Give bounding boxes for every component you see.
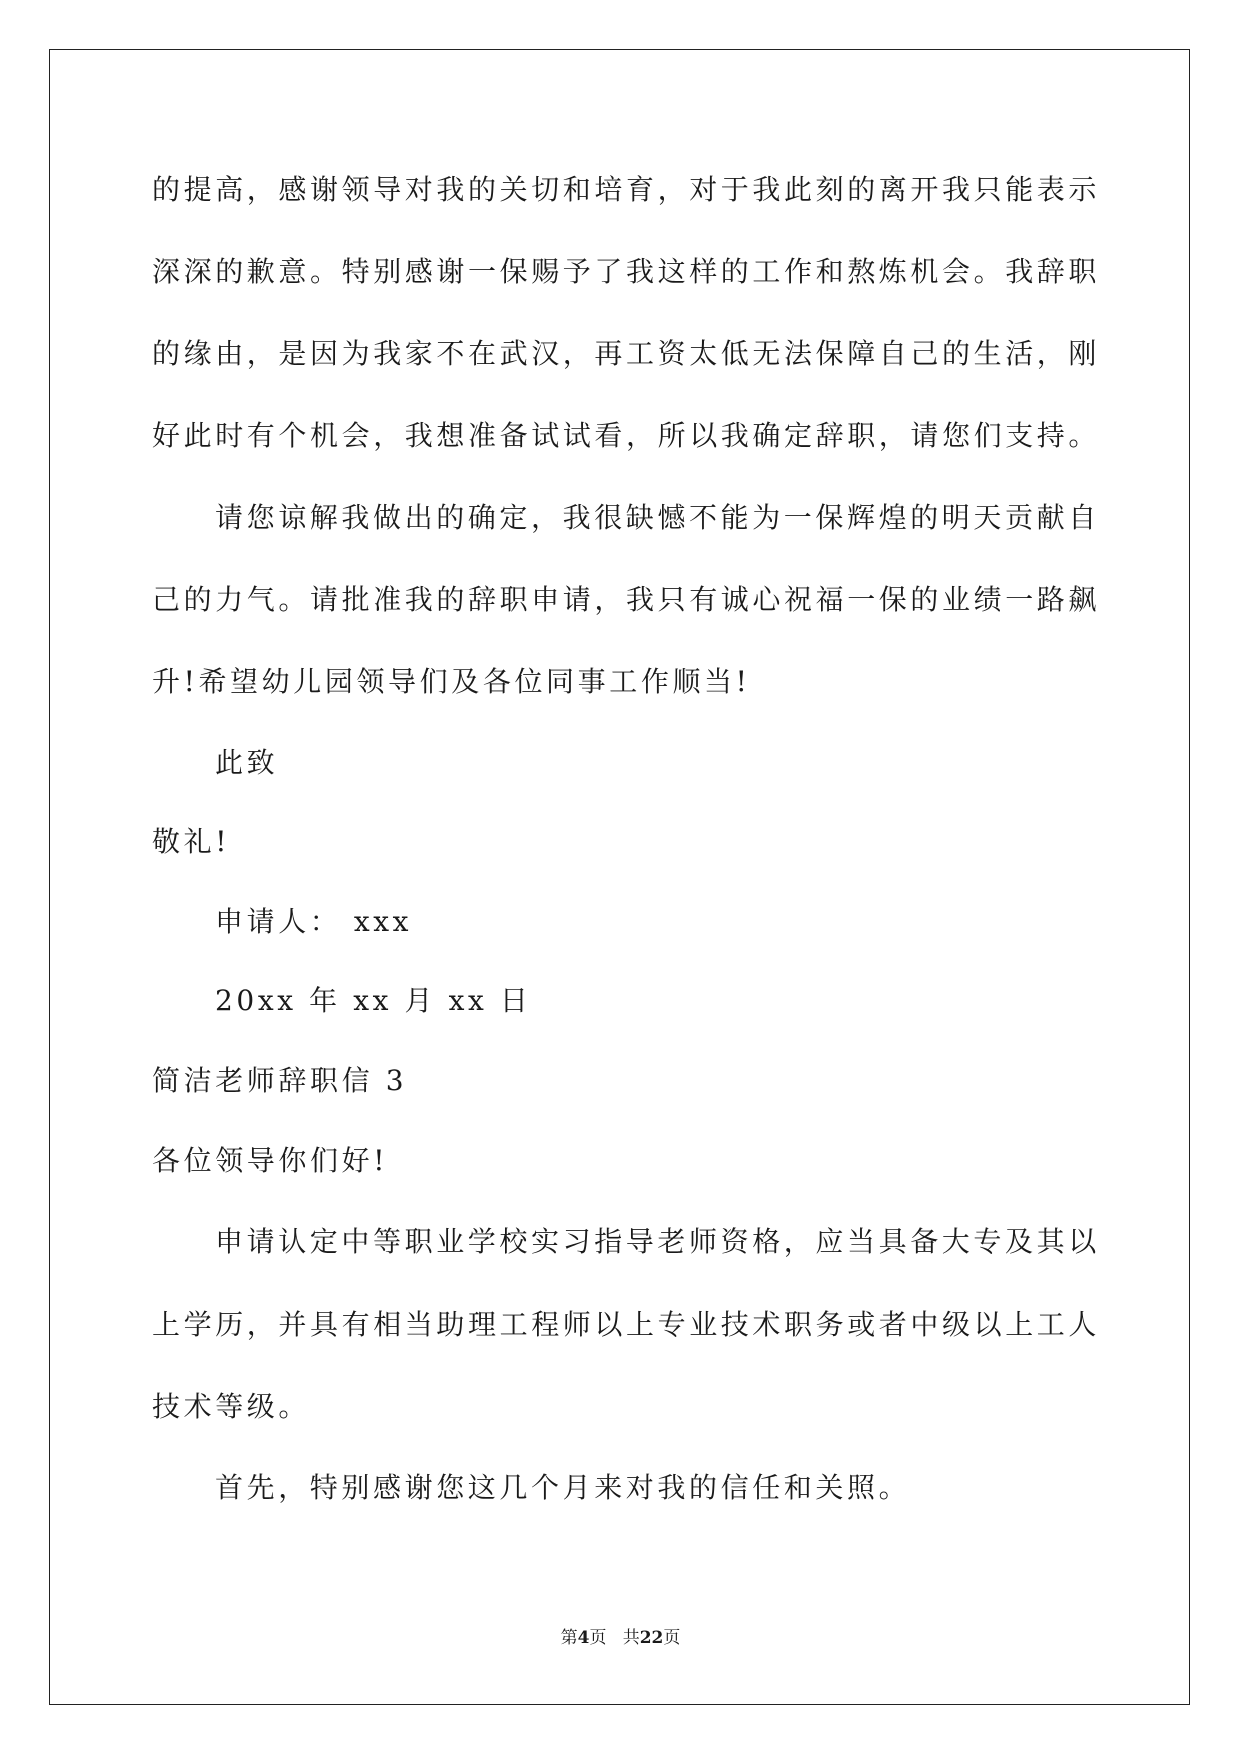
footer-prefix: 第 bbox=[560, 1628, 578, 1648]
footer-total-word: 页 bbox=[663, 1628, 681, 1648]
footer-total-prefix: 共 bbox=[622, 1628, 640, 1648]
closing-regards: 敬礼! bbox=[152, 825, 231, 858]
body-line: 上学历，并具有相当助理工程师以上专业技术职务或者中级以上工人 bbox=[152, 1308, 1101, 1341]
total-pages-number: 22 bbox=[639, 1628, 664, 1648]
body-line: 升!希望幼儿园领导们及各位同事工作顺当! bbox=[152, 665, 751, 698]
closing-salutation: 此致 bbox=[215, 746, 279, 779]
current-page-number: 4 bbox=[577, 1628, 590, 1648]
body-line: 好此时有个机会，我想准备试试看，所以我确定辞职，请您们支持。 bbox=[152, 419, 1101, 452]
body-line: 己的力气。请批准我的辞职申请，我只有诚心祝福一保的业绩一路飙 bbox=[152, 583, 1101, 616]
body-line: 深深的歉意。特别感谢一保赐予了我这样的工作和熬炼机会。我辞职 bbox=[152, 255, 1101, 288]
body-line: 首先，特别感谢您这几个月来对我的信任和关照。 bbox=[215, 1471, 911, 1504]
body-line: 请您谅解我做出的确定，我很缺憾不能为一保辉煌的明天贡献自 bbox=[215, 501, 1100, 534]
applicant-line: 申请人： xxx bbox=[215, 905, 413, 938]
page-border bbox=[49, 49, 1190, 1705]
date-line: 20xx 年 xx 月 xx 日 bbox=[215, 984, 532, 1017]
section-heading: 简洁老师辞职信 3 bbox=[152, 1064, 408, 1097]
body-line: 技术等级。 bbox=[152, 1390, 311, 1423]
page-footer bbox=[0, 1627, 1241, 1649]
body-line: 申请认定中等职业学校实习指导老师资格，应当具备大专及其以 bbox=[215, 1225, 1100, 1258]
footer-page-word: 页 bbox=[589, 1628, 607, 1648]
body-line: 的提高，感谢领导对我的关切和培育，对于我此刻的离开我只能表示 bbox=[152, 173, 1101, 206]
body-line: 的缘由，是因为我家不在武汉，再工资太低无法保障自己的生活，刚 bbox=[152, 337, 1101, 370]
greeting-line: 各位领导你们好! bbox=[152, 1144, 389, 1177]
